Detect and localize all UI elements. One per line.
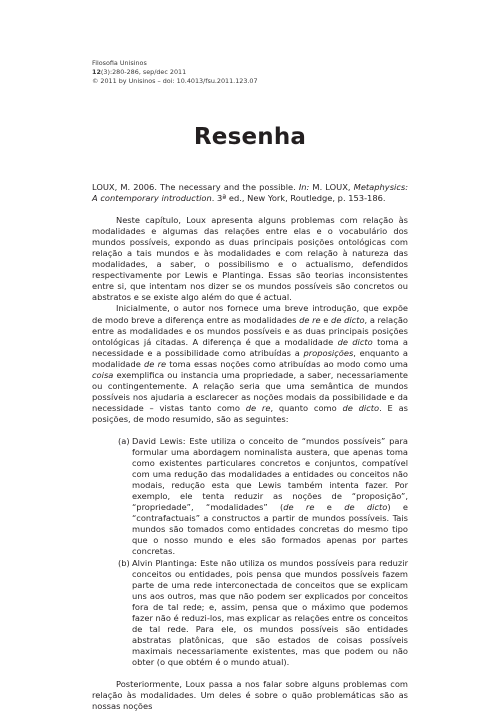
- ref-author: M. LOUX,: [309, 182, 354, 192]
- term-proposicoes: proposições: [303, 347, 354, 358]
- term-de-dicto: de dicto: [342, 402, 380, 413]
- term-coisa: coisa: [92, 369, 114, 380]
- term-de-re: de re: [283, 502, 315, 513]
- bibliographic-reference: [92, 182, 408, 204]
- p2-text: Inicialmente, o autor nos fornece uma breve introdução, que expõe de modo breve a diferença entre as modalidades: [92, 303, 408, 325]
- paragraph-1: Neste capítulo, Loux apresenta alguns problemas com relação às modalidades e algumas das relações entre elas e o vocabulário dos mundos possíveis, expondo as duas principais posições ontológicas com relação a tais mundos e às modalidades e com relação à natureza das modalidades, a saber, o possibilismo e o actualismo, defendidos respectivamente por Lewis e Plantinga. Essas são teorias inconsistentes entre si, que intentam nos dizer se os mundos possíveis são concretos ou abstratos e se existe algo além do que é actual.: [92, 215, 408, 303]
- volume-number: 12: [92, 67, 101, 76]
- term-de-re: de re: [144, 358, 167, 369]
- term-de-dicto: de dicto: [331, 314, 365, 325]
- list-text: Alvin Plantinga: Este não utiliza os mundos possíveis para reduzir conceitos ou entidades, pois pensa que mundos possíveis fazem parte de uma rede interconectada de conceitos que se explicam uns aos outros, mas que não podem ser explicados por conceitos fora de tal rede; e, assim, pensa que o máximo que podemos fazer não é reduzi-los, mas explicar as relações entre os conceitos de tal rede. Para ele, os mundos possíveis são entidades abstratas platônicas, que são estados de coisas possíveis maximais necessariamente existentes, mas que podem ou não obter (o que obtém é o mundo atual).: [132, 557, 408, 667]
- p2-text: , a relação entre as modalidades e os mundos possíveis e as duas principais posições ontológicas já citadas. A diferença é que a modalidade: [92, 314, 408, 347]
- term-de-dicto: de dicto: [337, 336, 373, 347]
- positions-list: [92, 436, 408, 668]
- journal-header: [92, 59, 258, 86]
- paragraph-last: Posteriormente, Loux passa a nos falar sobre alguns problemas com relação às modalidades. Um deles é sobre o quão problemáticas são as nossas noções: [92, 678, 408, 712]
- list-text: [132, 436, 408, 558]
- list-label: (a): [118, 435, 130, 446]
- item-a-text: e: [314, 502, 345, 513]
- article-body: [92, 182, 408, 712]
- journal-issue: [92, 68, 258, 77]
- ref-text: LOUX, M. 2006. The necessary and the possible.: [92, 182, 299, 192]
- list-label: (b): [118, 557, 130, 568]
- paragraph-2: [92, 303, 408, 425]
- item-a-text: David Lewis: Este utiliza o conceito de “mundos possíveis” para formular uma abordagem nominalista austera, que apenas toma como existentes particulares concretos e conjuntos, compatível com uma redução das modalidades a entidades ou conceitos não modais, redução esta que Lewis também intenta fazer. Por exemplo, ele tenta reduzir as noções de “proposição”, “propriedade”, “modalidades” (: [132, 435, 408, 513]
- p2-text: , quanto como: [270, 402, 343, 413]
- term-de-dicto: de dicto: [344, 502, 388, 513]
- list-item: [118, 558, 408, 668]
- p2-text: exemplifica ou instancia uma propriedade, a saber, necessariamente ou contingentemente. A relação seria que uma semântica de mundos possíveis nos ajudaria a esclarecer as noções modais da possibilidade e da necessidade – vistas tanto como: [92, 369, 408, 413]
- p2-text: , enquanto a modalidade: [92, 347, 408, 369]
- p2-text: e: [320, 314, 332, 325]
- p2-text: toma essas noções como atribuídas ao modo como uma: [166, 358, 409, 369]
- page-title: Resenha: [193, 124, 307, 150]
- term-de-re: de re: [299, 314, 321, 325]
- copyright-doi: © 2011 by Unisinos – doi: 10.4013/fsu.2011.123.07: [92, 76, 258, 85]
- ref-edition: . 3ª ed., New York, Routledge, p. 153-186.: [211, 193, 386, 204]
- ref-book-title: Metaphysics: A contemporary introduction: [92, 182, 408, 204]
- term-de-re: de re: [245, 402, 271, 413]
- ref-in: In:: [298, 182, 310, 192]
- item-a-text: ) e “contrafactuais” a constructos a partir de mundos possíveis. Tais mundos são tomados como entidades concretas do mesmo tipo que o nosso mundo e eles são formados apenas por partes concretas.: [132, 502, 408, 557]
- p2-text: toma a necessidade e a possibilidade como atribuídas a: [92, 336, 408, 358]
- issue-pages: (3):280-286, sep/dec 2011: [100, 67, 187, 76]
- journal-name: Filosofia Unisinos: [92, 59, 147, 67]
- p2-text: . E as posições, de modo resumido, são as seguintes:: [92, 402, 409, 424]
- list-item: [118, 436, 408, 558]
